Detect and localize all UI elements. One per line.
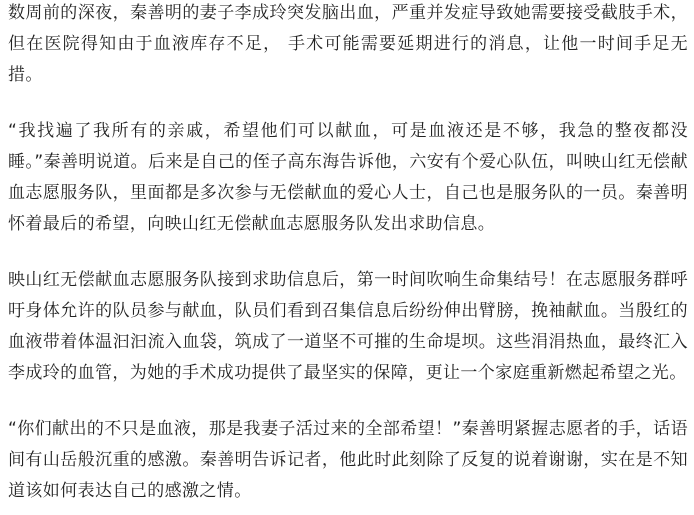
paragraph-4: “你们献出的不只是血液，那是我妻子活过来的全部希望！”秦善明紧握志愿者的手，话语间有山岳般沉重的感激。秦善明告诉记者，他此时此刻除了反复的说着谢谢，实在是不知道该如何表达自己的感激之情。 (8, 419, 688, 501)
paragraph-2: “我找遍了我所有的亲戚，希望他们可以献血，可是血液还是不够，我急的整夜都没睡。”秦善明说道。后来是自己的侄子高东海告诉他，六安有个爱心队伍，叫映山红无偿献血志愿服务队，里面都是多次参与无偿献血的爱心人士，自己也是服务队的一员。秦善明怀着最后的希望，向映山红无偿献血志愿服务队发出求助信息。 (8, 121, 688, 234)
paragraph-1: 数周前的深夜，秦善明的妻子李成玲突发脑出血，严重并发症导致她需要接受截肢手术，但在医院得知由于血液库存不足， 手术可能需要延期进行的消息，让他一时间手足无措。 (8, 3, 688, 85)
paragraph-3: 映山红无偿献血志愿服务队接到求助信息后，第一时间吹响生命集结号！在志愿服务群呼吁身体允许的队员参与献血，队员们看到召集信息后纷纷伸出臂膀，挽袖献血。当殷红的血液带着体温汩汩流入血袋，筑成了一道坚不可摧的生命堤坝。这些涓涓热血，最终汇入李成玲的血管，为她的手术成功提供了最坚实的保障，更让一个家庭重新燃起希望之光。 (8, 270, 688, 383)
